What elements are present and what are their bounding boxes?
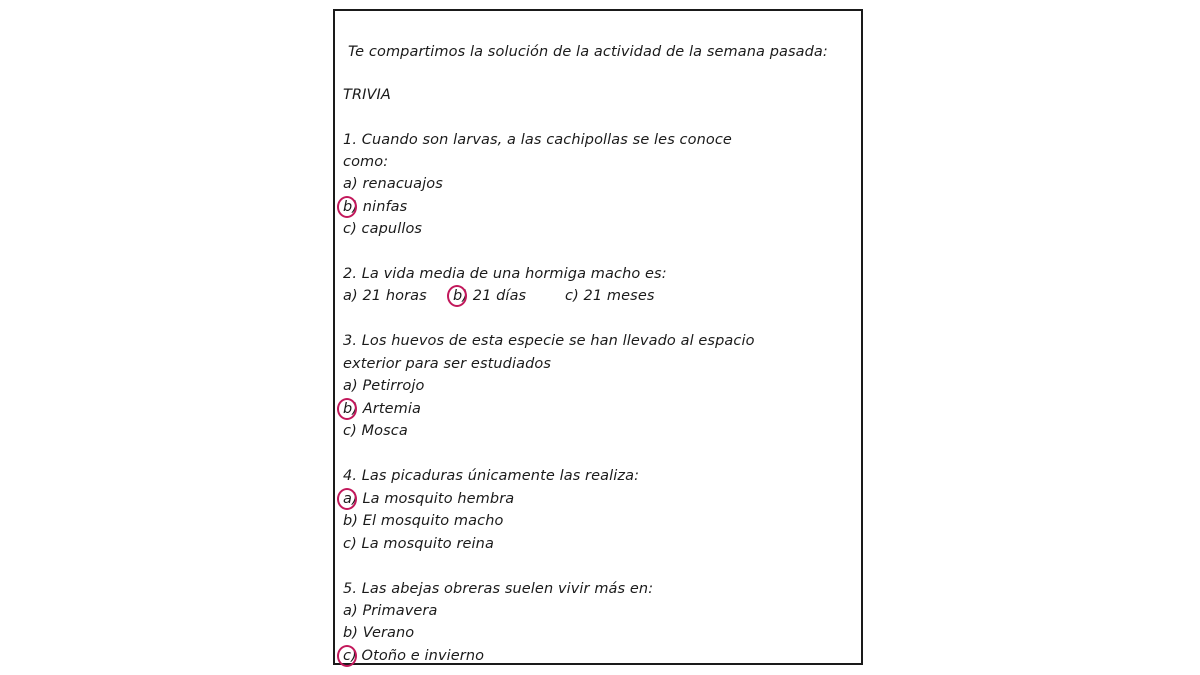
option-letter: a)	[343, 176, 358, 192]
q4-option-b: b) El mosquito macho	[343, 513, 504, 529]
q2-option-b: b) 21 días	[453, 286, 526, 306]
q1-option-b	[343, 197, 407, 217]
option-letter: a)	[343, 489, 358, 509]
correct-answer-circle	[337, 488, 357, 510]
option-letter: c)	[343, 221, 357, 237]
option-text: renacuajos	[357, 176, 443, 192]
option-letter: c)	[343, 646, 357, 666]
correct-answer-circle	[337, 398, 357, 420]
question-1-text: 1. Cuando son larvas, a las cachipollas se les conoce	[343, 132, 732, 148]
answer-sheet	[333, 9, 863, 665]
q3-option-c: c) Mosca	[343, 423, 408, 439]
q5-option-a: a) Primavera	[343, 603, 438, 619]
question-5-text: 5. Las abejas obreras suelen vivir más en:	[343, 581, 654, 597]
q1-option-a	[343, 174, 443, 194]
sheet-title: TRIVIA	[343, 87, 391, 103]
q4-option-c: c) La mosquito reina	[343, 536, 494, 552]
question-3-text-cont: exterior para ser estudiados	[343, 356, 552, 372]
intro-text: Te compartimos la solución de la actividad de la semana pasada:	[348, 44, 828, 60]
correct-answer-circle	[337, 645, 357, 667]
q4-option-a: a) La mosquito hembra	[343, 489, 514, 509]
correct-answer-circle	[447, 285, 467, 307]
option-text: capullos	[356, 221, 423, 237]
option-letter: b)	[453, 286, 468, 306]
q2-option-a: a) 21 horas	[343, 288, 427, 304]
q2-options-row	[343, 286, 843, 306]
q3-option-b: b) Artemia	[343, 399, 421, 419]
q5-option-b: b) Verano	[343, 625, 415, 641]
question-1-text-cont: como:	[343, 154, 389, 170]
question-2-text: 2. La vida media de una hormiga macho es:	[343, 266, 667, 282]
correct-answer-circle	[337, 196, 357, 218]
question-4-text: 4. Las picaduras únicamente las realiza:	[343, 468, 640, 484]
q1-option-c	[343, 219, 422, 239]
question-3-text: 3. Los huevos de esta especie se han llevado al espacio	[343, 333, 755, 349]
option-text: ninfas	[358, 199, 408, 215]
option-letter: b)	[343, 399, 358, 419]
q3-option-a: a) Petirrojo	[343, 378, 425, 394]
option-letter: b)	[343, 197, 358, 217]
q2-option-c: c) 21 meses	[565, 288, 655, 304]
q5-option-c: c) Otoño e invierno	[343, 646, 484, 666]
